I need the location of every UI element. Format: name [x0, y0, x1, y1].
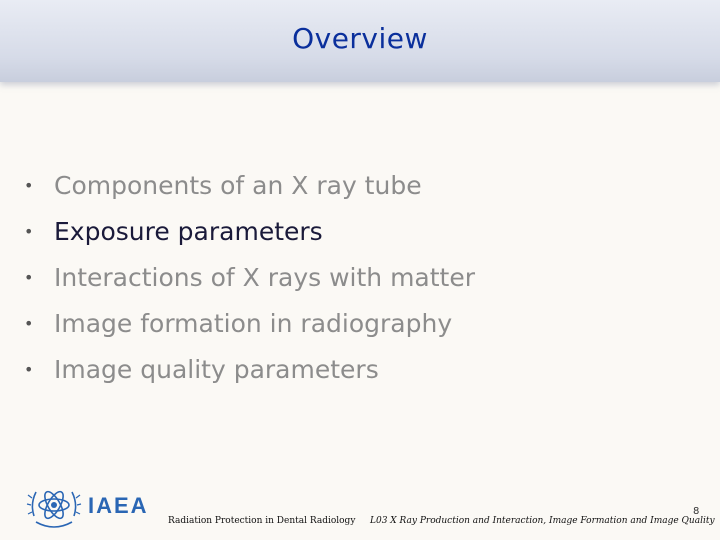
footer-lecture-title: L03 X Ray Production and Interaction, Image Formation and Image Quality [370, 516, 715, 526]
bullet-marker: • [24, 222, 34, 241]
page-number: 8 [693, 506, 700, 517]
iaea-logo [26, 478, 158, 534]
bullet-text: Image quality parameters [54, 355, 379, 384]
slide-title: Overview [292, 22, 428, 55]
bullet-marker: • [24, 314, 34, 333]
bullet-text: Components of an X ray tube [54, 171, 422, 200]
bullet-marker: • [24, 360, 34, 379]
bullet-text: Image formation in radiography [54, 309, 453, 338]
footer-course-title: Radiation Protection in Dental Radiology [168, 516, 356, 526]
iaea-atom-emblem-icon [26, 478, 158, 534]
bullet-marker: • [24, 268, 34, 287]
logo-text: IAEA [88, 493, 149, 518]
bullet-marker: • [24, 176, 34, 195]
bullet-text: Interactions of X rays with matter [54, 263, 476, 292]
bullet-text: Exposure parameters [54, 217, 323, 246]
